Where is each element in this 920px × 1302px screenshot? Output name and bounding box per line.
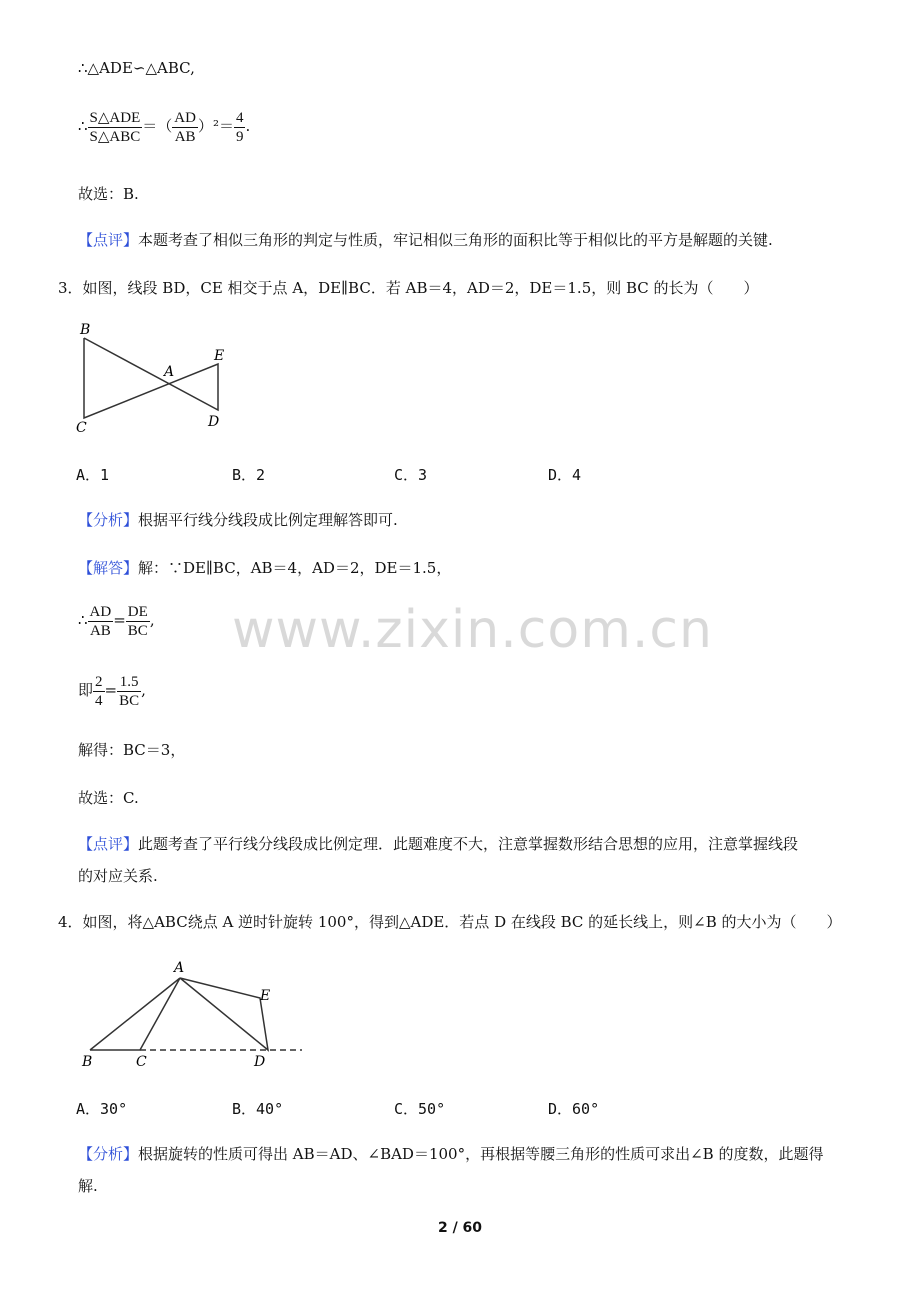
label-C: C bbox=[76, 420, 87, 436]
label-A: A bbox=[164, 364, 175, 380]
figure-3 bbox=[70, 316, 240, 436]
question-3: 3．如图，线段 BD，CE 相交于点 A，DE∥BC．若 AB＝4，AD＝2，DE＝1.5，则 BC 的长为（ ） bbox=[58, 279, 759, 297]
area-fraction bbox=[88, 109, 143, 146]
q4-analysis-line2: 解. bbox=[78, 1177, 98, 1195]
q3-answer: 故选：C. bbox=[78, 789, 139, 807]
analysis-tag: 【分析】 bbox=[78, 1145, 139, 1163]
step2-n2: 1.5 bbox=[117, 673, 141, 692]
q3-option-c: C．3 bbox=[394, 466, 428, 484]
q3-comment bbox=[78, 834, 798, 854]
q3-step-3: 解得：BC＝3， bbox=[78, 741, 186, 759]
label-C: C bbox=[136, 1054, 147, 1070]
formula-prefix: ∴ bbox=[78, 117, 88, 135]
figure-4 bbox=[74, 956, 314, 1072]
comment-text: 本题考查了相似三角形的判定与性质，牢记相似三角形的面积比等于相似比的平方是解题的关键. bbox=[138, 231, 773, 249]
step2-n1: 2 bbox=[95, 673, 103, 690]
q3-step-2 bbox=[78, 672, 146, 710]
q4-analysis bbox=[78, 1144, 823, 1164]
q4-option-c: C．50° bbox=[394, 1100, 446, 1118]
formula-eq: ＝（ bbox=[142, 117, 173, 135]
question-4: 4．如图，将△ABC绕点 A 逆时针旋转 100°，得到△ADE．若点 D 在线段 BC 的延长线上，则∠B 的大小为（ ） bbox=[58, 913, 842, 931]
formula-end: . bbox=[245, 117, 251, 135]
area-ratio-formula bbox=[78, 108, 250, 146]
step1-frac2 bbox=[126, 603, 150, 640]
q3-solution bbox=[78, 558, 451, 578]
formula-pow: ）²＝ bbox=[197, 117, 234, 135]
step2-frac1 bbox=[93, 673, 105, 710]
label-E: E bbox=[260, 988, 271, 1004]
step2-frac2 bbox=[117, 673, 141, 710]
result-num: 4 bbox=[235, 109, 244, 126]
q3-analysis bbox=[78, 510, 398, 530]
area-den: S△ABC bbox=[89, 128, 141, 145]
q4-option-a: A．30° bbox=[76, 1100, 128, 1118]
solution-text: 解：∵DE∥BC，AB＝4，AD＝2，DE＝1.5， bbox=[138, 559, 452, 577]
label-B: B bbox=[80, 322, 91, 338]
step1-end: , bbox=[149, 611, 155, 629]
q3-comment-line2: 的对应关系. bbox=[78, 867, 158, 885]
step1-n1: AD bbox=[89, 603, 112, 620]
step2-d1: 4 bbox=[95, 692, 103, 709]
figure-3-lines bbox=[84, 338, 218, 418]
step2-d2: BC bbox=[119, 692, 140, 709]
watermark: www.zixin.com.cn bbox=[232, 600, 713, 660]
comment-1 bbox=[78, 230, 773, 250]
answer-1: 故选：B. bbox=[78, 185, 139, 203]
step1-eq: = bbox=[113, 611, 126, 629]
q3-option-d: D．4 bbox=[548, 466, 582, 484]
comment-tag: 【点评】 bbox=[78, 231, 139, 249]
comment-tag: 【点评】 bbox=[78, 835, 139, 853]
label-B: B bbox=[82, 1054, 93, 1070]
area-num: S△ADE bbox=[88, 109, 143, 128]
step2-prefix: 即 bbox=[78, 681, 94, 699]
step1-frac1 bbox=[88, 603, 114, 640]
analysis-text: 根据平行线分线段成比例定理解答即可. bbox=[138, 511, 398, 529]
step1-d1: AB bbox=[89, 622, 111, 639]
side-fraction bbox=[172, 109, 198, 146]
q4-option-d: D．60° bbox=[548, 1100, 600, 1118]
q3-step-1 bbox=[78, 602, 155, 640]
result-den: 9 bbox=[235, 128, 244, 145]
step1-prefix: ∴ bbox=[78, 611, 88, 629]
solution-tag: 【解答】 bbox=[78, 559, 139, 577]
step1-n2: DE bbox=[126, 603, 150, 622]
q3-option-b: B．2 bbox=[232, 466, 266, 484]
side-num: AD bbox=[174, 109, 196, 126]
analysis-tag: 【分析】 bbox=[78, 511, 139, 529]
q3-option-a: A．1 bbox=[76, 466, 110, 484]
result-fraction bbox=[234, 109, 246, 146]
therefore-similar: ∴△ADE∽△ABC, bbox=[78, 59, 195, 77]
page-number: 2 / 60 bbox=[437, 1220, 483, 1236]
side-den: AB bbox=[174, 128, 196, 145]
label-A: A bbox=[174, 960, 185, 976]
label-E: E bbox=[214, 348, 225, 364]
triangle-abc bbox=[90, 978, 180, 1050]
step1-d2: BC bbox=[127, 622, 148, 639]
analysis-line1: 根据旋转的性质可得出 AB＝AD、∠BAD＝100°，再根据等腰三角形的性质可求出∠B 的度数，此题得 bbox=[138, 1145, 824, 1163]
step2-end: , bbox=[141, 681, 146, 699]
q4-option-b: B．40° bbox=[232, 1100, 284, 1118]
triangle-ade bbox=[180, 978, 271, 1050]
comment-line1: 此题考查了平行线分线段成比例定理．此题难度不大，注意掌握数形结合思想的应用，注意掌握线段 bbox=[138, 835, 799, 853]
label-D: D bbox=[208, 414, 220, 430]
step2-eq: = bbox=[104, 681, 118, 699]
label-D: D bbox=[254, 1054, 266, 1070]
